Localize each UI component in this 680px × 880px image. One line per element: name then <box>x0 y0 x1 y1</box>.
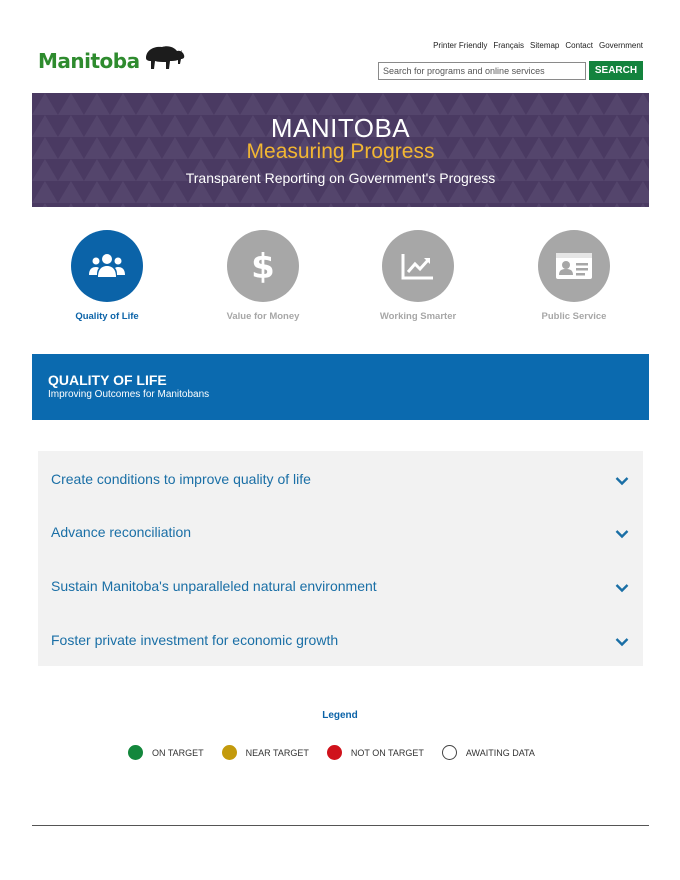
section-subtitle: Improving Outcomes for Manitobans <box>48 389 210 400</box>
category-public-service[interactable] <box>504 230 644 322</box>
category-quality-of-life[interactable] <box>37 230 177 322</box>
green-status-dot-icon <box>128 745 143 760</box>
legend-label: AWAITING DATA <box>465 747 535 758</box>
legend-title: Legend <box>322 710 358 721</box>
logo-text: Manitoba <box>38 48 140 73</box>
legend-item-awaiting-data <box>442 745 535 760</box>
category-nav <box>32 230 649 330</box>
id-card-icon <box>538 230 610 302</box>
hero-banner <box>32 93 649 207</box>
site-header <box>0 0 680 92</box>
dollar-icon <box>227 230 299 302</box>
chevron-down-icon[interactable] <box>615 526 629 544</box>
goals-accordion <box>38 451 643 666</box>
accordion-item[interactable] <box>38 560 643 612</box>
status-legend <box>128 745 553 760</box>
francais-link[interactable]: Français <box>493 41 525 50</box>
accordion-item-label: Foster private investment for economic growth <box>51 632 339 648</box>
accordion-item[interactable] <box>38 506 643 558</box>
category-working-smarter[interactable] <box>348 230 488 322</box>
printer-friendly-link[interactable]: Printer Friendly <box>433 41 488 50</box>
trend-chart-icon <box>382 230 454 302</box>
chevron-down-icon[interactable] <box>615 580 629 598</box>
category-label: Value for Money <box>226 311 300 322</box>
accordion-item[interactable] <box>38 614 643 666</box>
yellow-status-dot-icon <box>222 745 237 760</box>
legend-label: ON TARGET <box>152 747 204 758</box>
section-title: QUALITY OF LIFE <box>48 372 167 388</box>
footer-divider <box>32 825 649 826</box>
government-link[interactable]: Government <box>598 41 643 50</box>
section-header <box>32 354 649 420</box>
banner-title: MANITOBA <box>270 113 411 143</box>
legend-label: NEAR TARGET <box>245 747 309 758</box>
search-button[interactable]: SEARCH <box>589 61 643 80</box>
accordion-item-label: Create conditions to improve quality of life <box>51 471 311 487</box>
red-status-dot-icon <box>327 745 342 760</box>
category-label: Quality of Life <box>75 311 139 322</box>
legend-item-near-target <box>222 745 309 760</box>
empty-status-dot-icon <box>442 745 457 760</box>
search-input[interactable] <box>378 62 586 80</box>
category-label: Public Service <box>541 311 607 322</box>
legend-label: NOT ON TARGET <box>350 747 424 758</box>
contact-link[interactable]: Contact <box>565 41 593 50</box>
category-value-for-money[interactable] <box>193 230 333 322</box>
people-group-icon <box>71 230 143 302</box>
chevron-down-icon[interactable] <box>615 634 629 652</box>
legend-item-on-target <box>128 745 204 760</box>
svg-text:$: $ <box>251 248 275 284</box>
category-label: Working Smarter <box>379 311 457 322</box>
accordion-item-label: Advance reconciliation <box>51 524 192 540</box>
accordion-item[interactable] <box>38 453 643 505</box>
legend-item-not-on-target <box>327 745 424 760</box>
utility-links <box>433 41 643 50</box>
sitemap-link[interactable]: Sitemap <box>530 41 560 50</box>
banner-subtitle: Measuring Progress <box>246 140 435 163</box>
chevron-down-icon[interactable] <box>615 473 629 491</box>
accordion-item-label: Sustain Manitoba's unparalleled natural environment <box>51 578 377 594</box>
bison-icon <box>142 44 186 77</box>
manitoba-logo[interactable] <box>38 44 186 77</box>
banner-tagline: Transparent Reporting on Government's Progress <box>185 170 496 186</box>
